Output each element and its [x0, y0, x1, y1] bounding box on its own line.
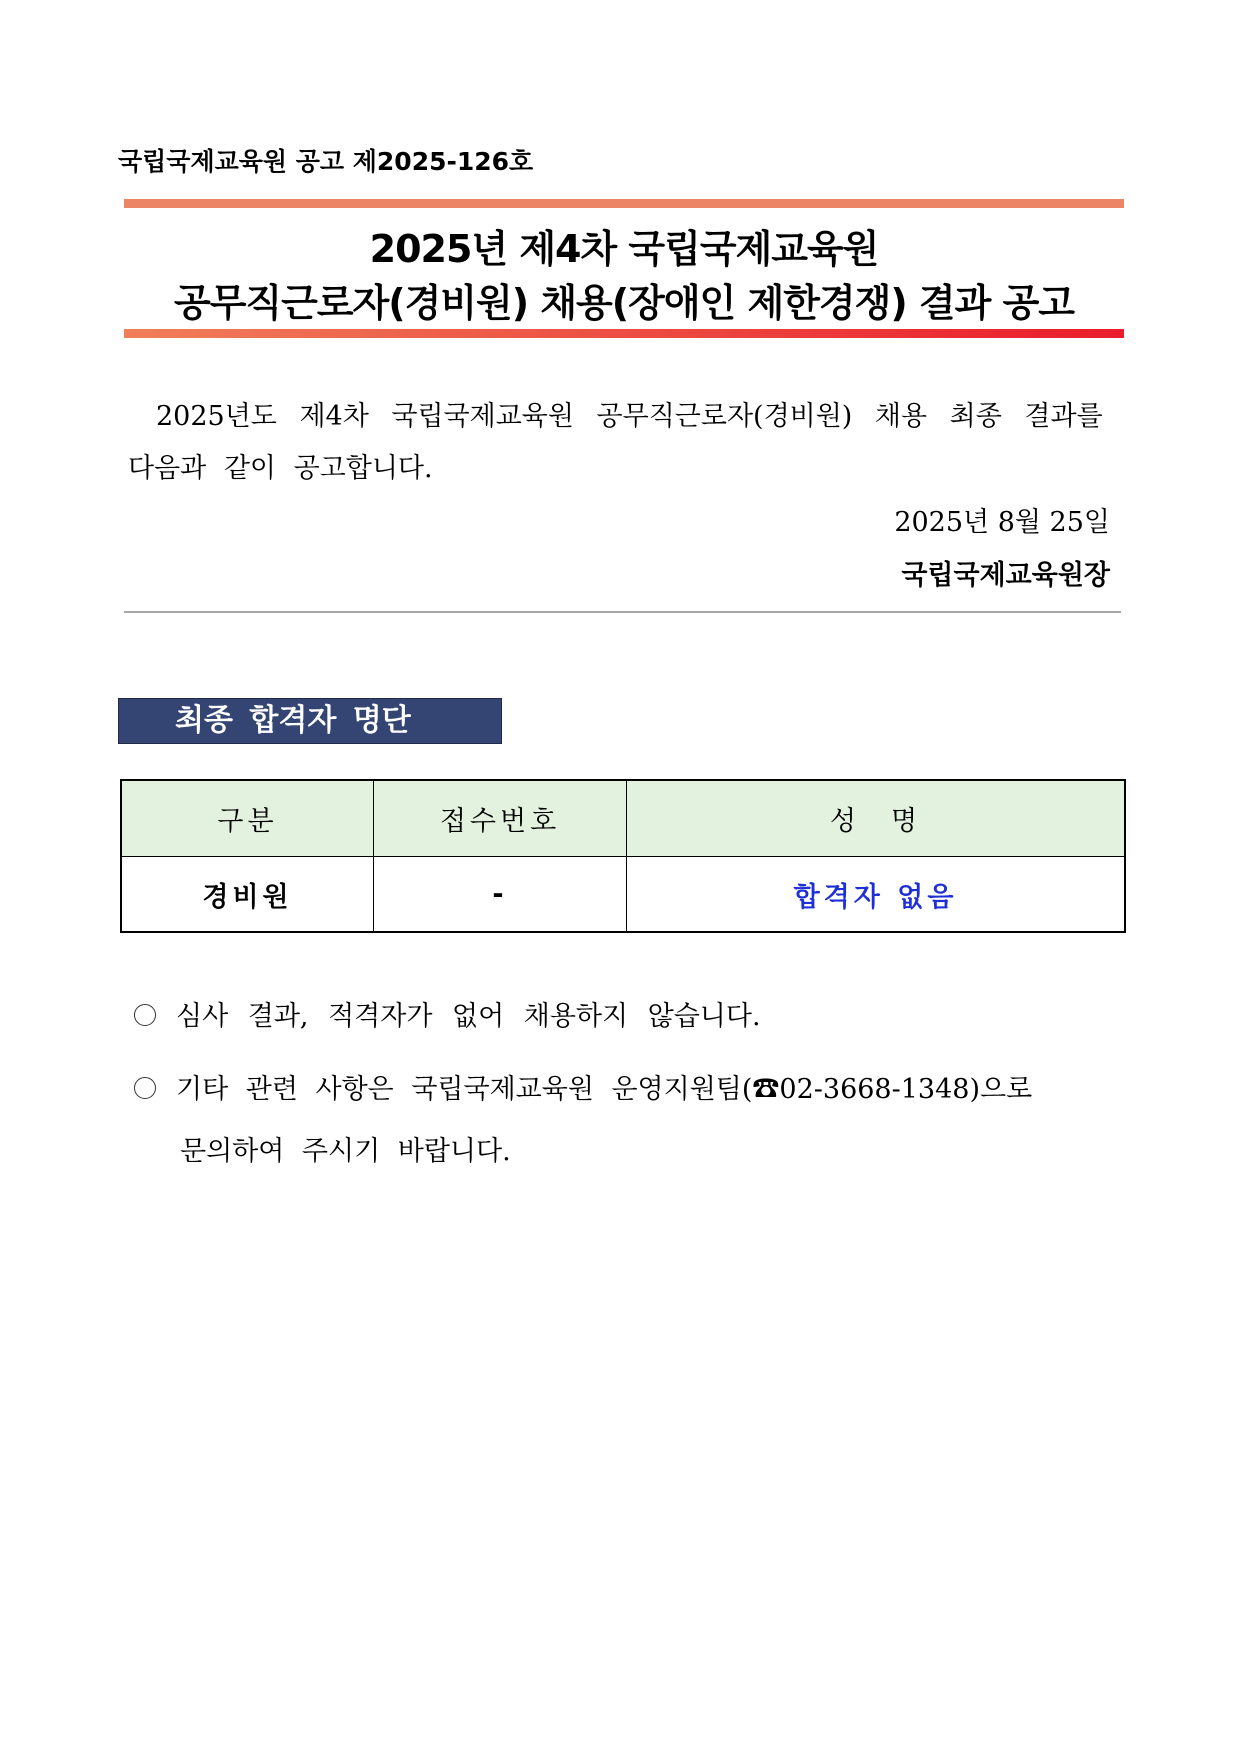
title-bottom-rule	[124, 329, 1124, 338]
note-1-text: 심사 결과, 적격자가 없어 채용하지 않습니다.	[176, 1001, 761, 1032]
header-receipt-number: 접수번호	[374, 780, 627, 857]
note-2-text: 기타 관련 사항은 국립국제교육원 운영지원팀(☎02-3668-1348)으로	[176, 1074, 1033, 1105]
divider	[124, 611, 1121, 613]
cell-category: 경비원	[121, 857, 374, 933]
header-name: 성 명	[627, 780, 1126, 857]
cell-name: 합격자 없음	[627, 857, 1126, 933]
announcement-date: 2025년 8월 25일	[894, 507, 1110, 538]
note-2	[134, 1067, 1032, 1106]
circle-bullet-icon	[134, 1077, 156, 1099]
section-title: 최종 합격자 명단	[118, 698, 502, 744]
intro-line1: 2025년도 제4차 국립국제교육원 공무직근로자(경비원) 채용 최종 결과를	[156, 401, 1103, 432]
circle-bullet-icon	[134, 1004, 156, 1026]
table-row	[121, 857, 1125, 933]
note-1	[134, 994, 761, 1033]
results-table	[120, 779, 1126, 933]
cell-receipt-number: -	[374, 857, 627, 933]
document-title-line1: 2025년 제4차 국립국제교육원	[369, 227, 879, 271]
intro-line2: 다음과 같이 공고합니다.	[128, 453, 433, 484]
title-top-rule	[124, 199, 1124, 208]
notice-number: 국립국제교육원 공고 제2025-126호	[118, 147, 534, 176]
document-title-line2: 공무직근로자(경비원) 채용(장애인 제한경쟁) 결과 공고	[174, 281, 1074, 325]
note-2-continuation: 문의하여 주시기 바랍니다.	[180, 1136, 511, 1167]
table-header-row	[121, 780, 1125, 857]
header-category: 구분	[121, 780, 374, 857]
issuer: 국립국제교육원장	[901, 560, 1110, 591]
